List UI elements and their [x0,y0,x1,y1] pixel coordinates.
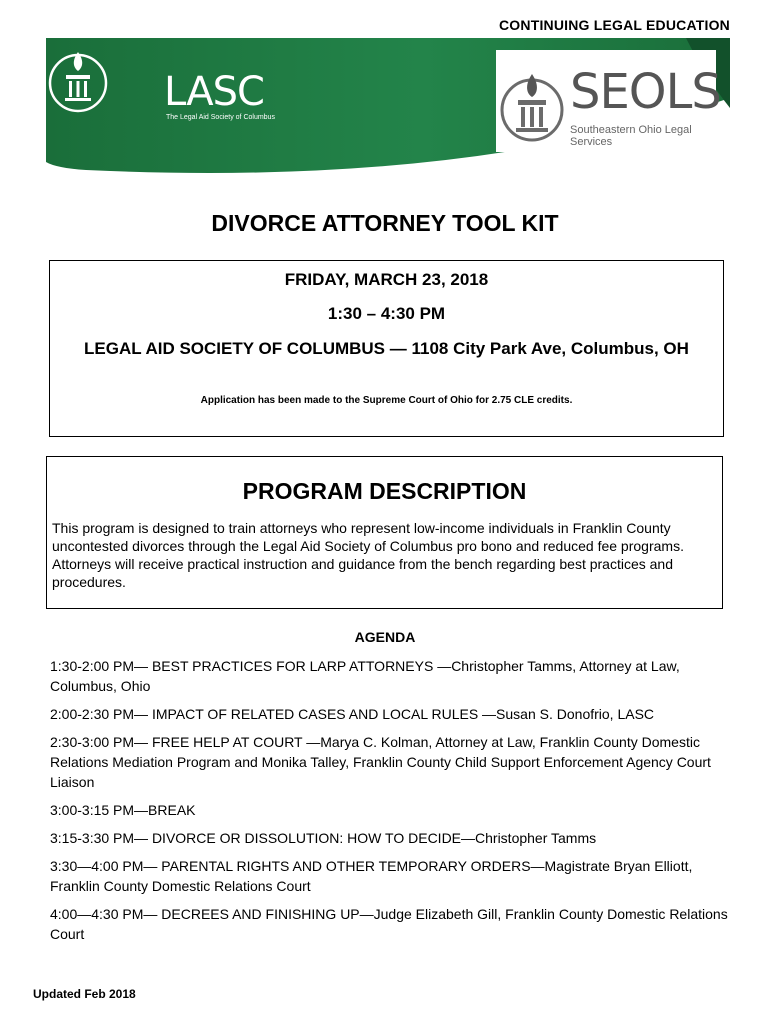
header-banner [46,38,730,178]
lasc-tagline: The Legal Aid Society of Columbus [166,114,275,121]
event-info-box [49,260,724,437]
agenda-item: 1:30-2:00 PM— BEST PRACTICES FOR LARP ATTORNEYS —Christopher Tamms, Attorney at Law, Columbus, Ohio [50,658,680,694]
updated-note: Updated Feb 2018 [33,987,136,1001]
header-label: CONTINUING LEGAL EDUCATION [498,17,730,33]
agenda-item: 3:30—4:00 PM— PARENTAL RIGHTS AND OTHER TEMPORARY ORDERS—Magistrate Bryan Elliott, Franklin County Domestic Relations Court [50,858,693,894]
event-date: FRIDAY, MARCH 23, 2018 [284,270,489,289]
seols-logo-text: SEOLS [570,64,721,120]
event-venue: LEGAL AID SOCIETY OF COLUMBUS — 1108 City Park Ave, Columbus, OH [84,339,689,358]
agenda-item: 3:00-3:15 PM—BREAK [50,802,196,818]
seols-logo [496,50,721,152]
agenda-item: 2:30-3:00 PM— FREE HELP AT COURT —Marya C. Kolman, Attorney at Law, Franklin County Domestic Relations Mediation Program and Monika Talley, Franklin County Child Support Enforcement Agency Court Liaison [50,734,711,790]
seols-tagline: Southeastern Ohio Legal Services [570,124,692,148]
lasc-logo-text: LASC [164,69,264,115]
agenda-item: 4:00—4:30 PM— DECREES AND FINISHING UP—Judge Elizabeth Gill, Franklin County Domestic Relations Court [50,906,728,942]
program-body: This program is designed to train attorneys who represent low-income individuals in Franklin County uncontested divorces through the Legal Aid Society of Columbus pro bono and reduced fee programs. Attorneys will receive practical instruction and guidance from the bench regarding best practices and procedures. [52,520,684,590]
program-description-box [46,456,723,609]
event-time: 1:30 – 4:30 PM [327,304,446,323]
agenda-item: 3:15-3:30 PM— DIVORCE OR DISSOLUTION: HOW TO DECIDE—Christopher Tamms [50,830,597,846]
program-heading: PROGRAM DESCRIPTION [242,478,527,504]
agenda-item: 2:00-2:30 PM— IMPACT OF RELATED CASES AND LOCAL RULES —Susan S. Donofrio, LASC [50,706,655,722]
cle-credit-note: Application has been made to the Supreme Court of Ohio for 2.75 CLE credits. [200,395,573,406]
agenda-heading: AGENDA [354,629,416,645]
page-title: DIVORCE ATTORNEY TOOL KIT [211,210,559,236]
seols-torch-icon [496,50,568,152]
